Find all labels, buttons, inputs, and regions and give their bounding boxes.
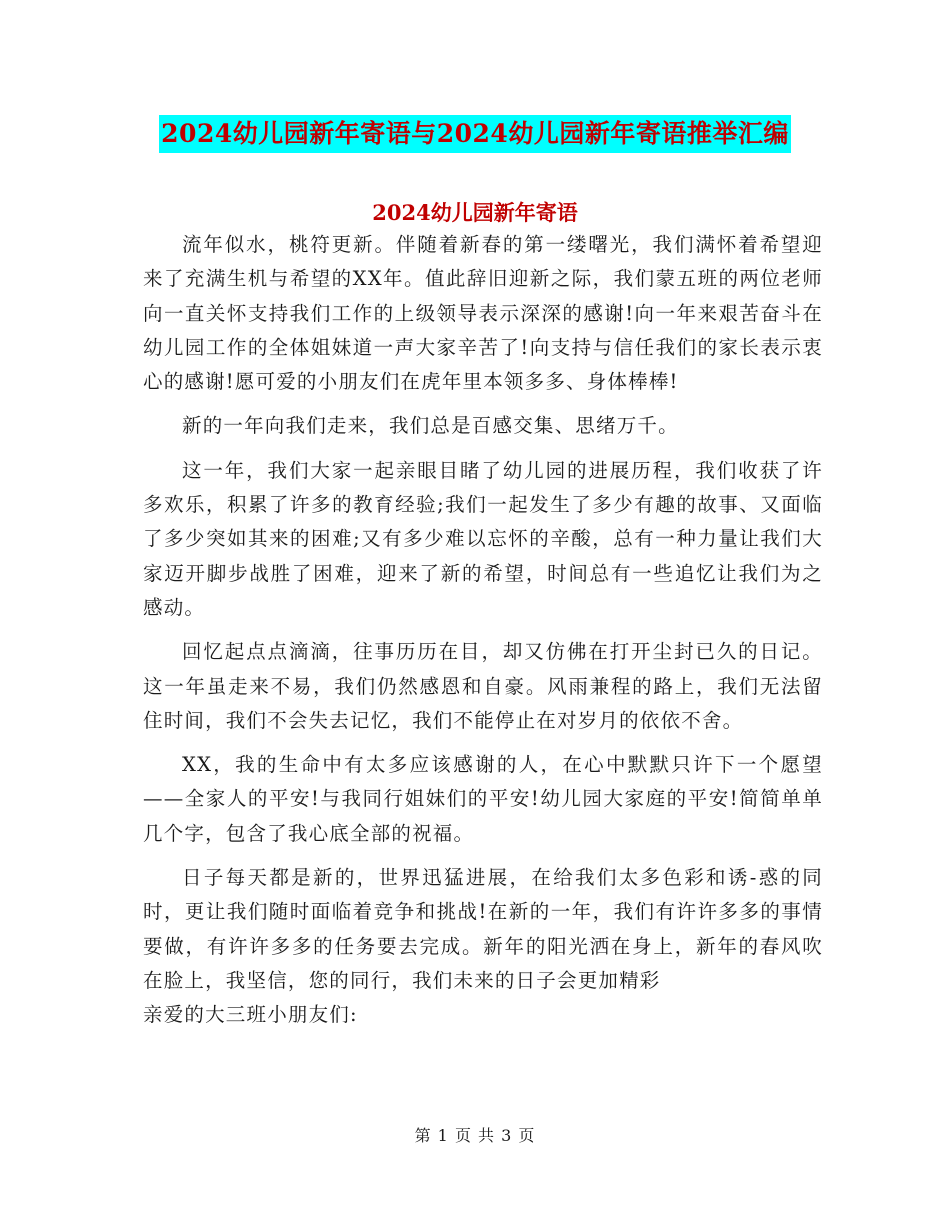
paragraph: 这一年，我们大家一起亲眼目睹了幼儿园的进展历程，我们收获了许多欢乐，积累了许多的教育经验;我们一起发生了多少有趣的故事、又面临了多少突如其来的困难;又有多少难以忘怀的辛酸，总有一种力量让我们大家迈开脚步战胜了困难，迎来了新的希望，时间总有一些追忆让我们为之感动。 [143,458,823,619]
page-footer [0,1124,950,1148]
paragraph: XX，我的生命中有太多应该感谢的人，在心中默默只许下一个愿望——全家人的平安!与我同行姐妹们的平安!幼儿园大家庭的平安!简简单单几个字，包含了我心底全部的祝福。 [143,753,823,845]
paragraph: 回忆起点点滴滴，往事历历在目，却又仿佛在打开尘封已久的日记。这一年虽走来不易，我们仍然感恩和自豪。风雨兼程的路上，我们无法留住时间，我们不会失去记忆，我们不能停止在对岁月的依依不舍。 [143,640,823,732]
paragraph: 日子每天都是新的，世界迅猛进展，在给我们太多色彩和诱-惑的同时，更让我们随时面临着竞争和挑战!在新的一年，我们有许许多多的事情要做，有许许多多的任务要去完成。新年的阳光洒在身上，新年的春风吹在脸上，我坚信，您的同行，我们未来的日子会更加精彩 [143,866,823,992]
section-title: 2024幼儿园新年寄语 [372,200,578,225]
paragraph: 新的一年向我们走来，我们总是百感交集、思绪万千。 [182,414,679,438]
paragraph-salutation: 亲爱的大三班小朋友们: [143,1003,358,1027]
document-body [143,228,823,1043]
paragraph: 流年似水，桃符更新。伴随着新春的第一缕曙光，我们满怀着希望迎来了充满生机与希望的XX年。值此辞旧迎新之际，我们蒙五班的两位老师向一直关怀支持我们工作的上级领导表示深深的感谢!向一年来艰苦奋斗在幼儿园工作的全体姐妹道一声大家辛苦了!向支持与信任我们的家长表示衷心的感谢!愿可爱的小朋友们在虎年里本领多多、身体棒棒! [143,233,823,394]
document-title-text: 2024幼儿园新年寄语与2024幼儿园新年寄语推举汇编 [159,115,791,153]
document-title [0,112,950,153]
page-number: 第 1 页 共 3 页 [414,1126,536,1145]
